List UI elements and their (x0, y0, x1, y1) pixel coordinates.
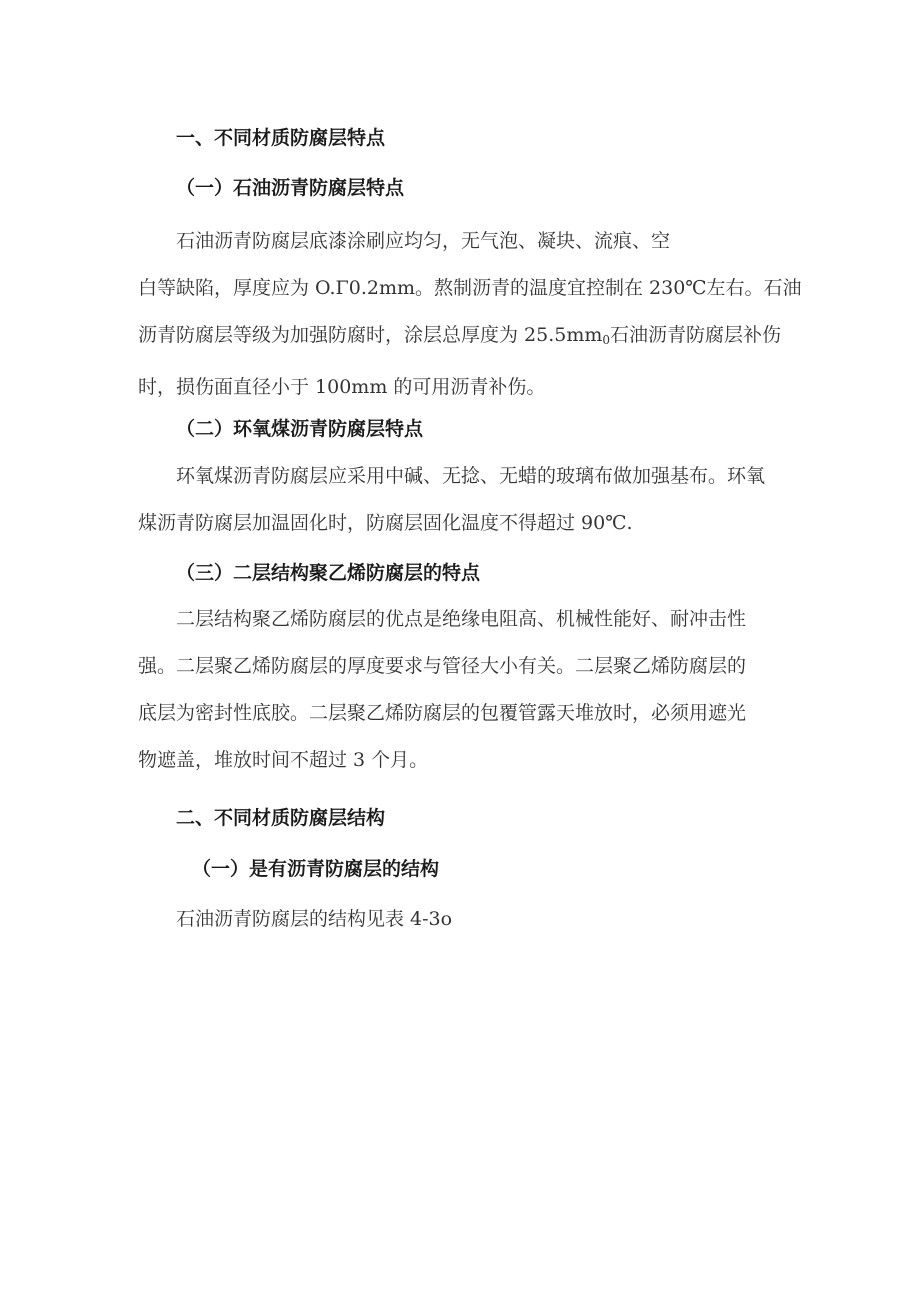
line-text: 沥青防腐层等级为加强防腐时，涂层总厚度为 25.5mm (138, 324, 603, 346)
paragraph-structure (138, 896, 844, 943)
paragraph-line: 煤沥青防腐层加温固化时，防腐层固化温度不得超过 90℃. (138, 512, 633, 534)
paragraph-line: 时，损伤面直径小于 100mm 的可用沥青补伤。 (138, 376, 546, 398)
paragraph-line: 强。二层聚乙烯防腐层的厚度要求与管径大小有关。二层聚乙烯防腐层的 (138, 655, 747, 677)
paragraph-asphalt (138, 218, 844, 411)
subscript-text: 0 (602, 333, 611, 347)
paragraph-line: 底层为密封性底胶。二层聚乙烯防腐层的包覆管露天堆放时，必须用遮光 (138, 702, 747, 724)
subsection-1-1-heading: （一）石油沥青防腐层特点 (176, 177, 405, 199)
subsection-1-2-heading: （二）环氧煤沥青防腐层特点 (176, 418, 424, 440)
paragraph-line: 环氧煤沥青防腐层应采用中碱、无捻、无蜡的玻璃布做加强基布。环氧 (176, 465, 766, 487)
line-text: 石油沥青防腐层补伤 (610, 324, 782, 346)
paragraph-line: 物遮盖，堆放时间不超过 3 个月。 (138, 749, 429, 771)
paragraph-line: 石油沥青防腐层底漆涂刷应均匀，无气泡、凝块、流痕、空 (176, 230, 671, 252)
paragraph-line: 白等缺陷，厚度应为 O.Γ0.2mm。熬制沥青的温度宜控制在 230℃左右。石油 (138, 277, 802, 299)
paragraph-line (138, 312, 844, 364)
paragraph-line: 二层结构聚乙烯防腐层的优点是绝缘电阻高、机械性能好、耐冲击性 (176, 608, 747, 630)
paragraph-polyethylene (138, 596, 844, 784)
paragraph-epoxy (138, 453, 844, 547)
paragraph-line: 石油沥青防腐层的结构见表 4-3o (176, 908, 453, 930)
subsection-2-1-heading: （一）是有沥青防腐层的结构 (192, 858, 440, 880)
section-1-heading: 一、不同材质防腐层特点 (176, 127, 386, 149)
subsection-1-3-heading: （三）二层结构聚乙烯防腐层的特点 (176, 562, 481, 584)
section-2-heading: 二、不同材质防腐层结构 (176, 807, 386, 829)
